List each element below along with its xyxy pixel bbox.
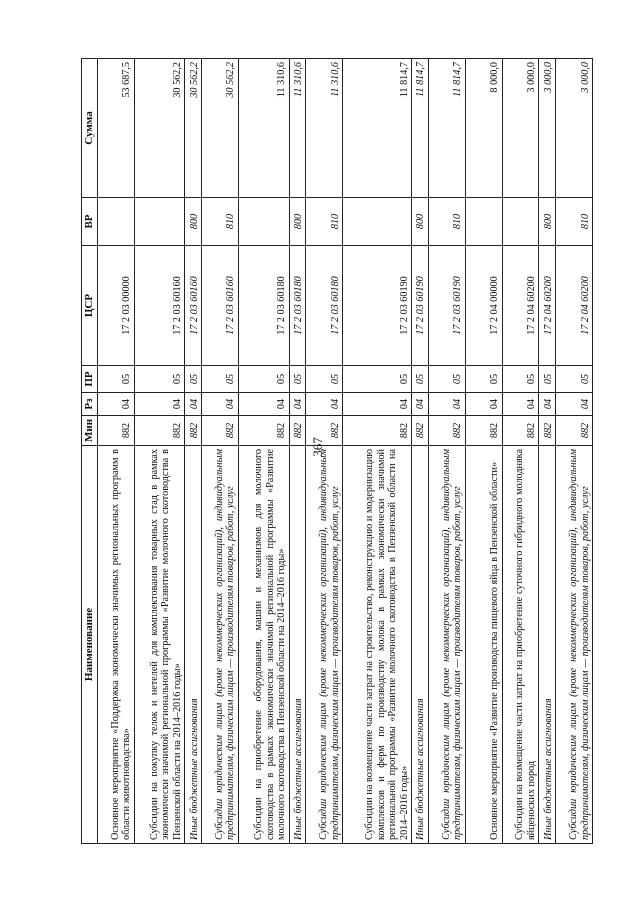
row-min: 882 bbox=[556, 416, 593, 446]
row-vr bbox=[502, 198, 539, 246]
row-csr: 17 2 03 60180 bbox=[238, 246, 289, 366]
row-pr: 05 bbox=[306, 366, 343, 393]
row-name: Субсидии юридическим лицам (кроме некоммерческих организаций), индивидуальным предпринимателям, физическим лицам — производителям товаров, работ, услуг bbox=[202, 446, 239, 844]
row-rz: 04 bbox=[185, 393, 202, 416]
row-csr: 17 2 04 60200 bbox=[502, 246, 539, 366]
row-pr: 05 bbox=[289, 366, 306, 393]
row-name: Иные бюджетные ассигнования bbox=[185, 446, 202, 844]
header-row bbox=[82, 59, 98, 844]
row-name: Основное мероприятие «Поддержка экономически значимых региональных программ в области животноводства» bbox=[98, 446, 135, 844]
row-rz: 04 bbox=[238, 393, 289, 416]
header-csr: ЦСР bbox=[82, 246, 98, 366]
row-name: Иные бюджетные ассигнования bbox=[412, 446, 429, 844]
row-vr: 810 bbox=[306, 198, 343, 246]
table-row bbox=[556, 59, 593, 844]
table-row bbox=[465, 59, 502, 844]
row-min: 882 bbox=[238, 416, 289, 446]
table-row bbox=[428, 59, 465, 844]
row-sum: 30 562,2 bbox=[202, 59, 239, 198]
row-csr: 17 2 04 60200 bbox=[556, 246, 593, 366]
row-name: Иные бюджетные ассигнования bbox=[539, 446, 556, 844]
row-name: Субсидии на покупку телок и нетелей для комплектования товарных стад в рамках экономически значимой региональной программы «Развитие молочного скотоводства в Пензенской области на 2014–2016 годы» bbox=[134, 446, 185, 844]
row-csr: 17 2 03 60180 bbox=[306, 246, 343, 366]
row-pr: 05 bbox=[185, 366, 202, 393]
row-rz: 04 bbox=[289, 393, 306, 416]
row-name: Иные бюджетные ассигнования bbox=[289, 446, 306, 844]
row-min: 882 bbox=[98, 416, 135, 446]
rotated-table-container bbox=[81, 59, 593, 844]
row-vr: 800 bbox=[289, 198, 306, 246]
row-min: 882 bbox=[428, 416, 465, 446]
row-rz: 04 bbox=[306, 393, 343, 416]
row-min: 882 bbox=[412, 416, 429, 446]
row-rz: 04 bbox=[98, 393, 135, 416]
row-csr: 17 2 04 00000 bbox=[465, 246, 502, 366]
row-sum: 53 687,5 bbox=[98, 59, 135, 198]
header-rz: Рз bbox=[82, 393, 98, 416]
row-min: 882 bbox=[134, 416, 185, 446]
page-number: 367 bbox=[310, 437, 325, 457]
row-csr: 17 2 03 60190 bbox=[412, 246, 429, 366]
row-sum: 8 000,0 bbox=[465, 59, 502, 198]
row-rz: 04 bbox=[134, 393, 185, 416]
table-row bbox=[502, 59, 539, 844]
row-vr: 810 bbox=[202, 198, 239, 246]
table-row bbox=[98, 59, 135, 844]
row-pr: 05 bbox=[98, 366, 135, 393]
row-rz: 04 bbox=[343, 393, 412, 416]
row-vr bbox=[98, 198, 135, 246]
row-pr: 05 bbox=[428, 366, 465, 393]
row-name: Субсидии юридическим лицам (кроме некоммерческих организаций), индивидуальным предпринимателям, физическим лицам — производителям товаров, работ, услуг bbox=[428, 446, 465, 844]
row-csr: 17 2 03 60180 bbox=[289, 246, 306, 366]
row-min: 882 bbox=[289, 416, 306, 446]
row-pr: 05 bbox=[134, 366, 185, 393]
row-vr: 810 bbox=[428, 198, 465, 246]
row-pr: 05 bbox=[502, 366, 539, 393]
row-vr: 810 bbox=[556, 198, 593, 246]
row-min: 882 bbox=[343, 416, 412, 446]
row-pr: 05 bbox=[539, 366, 556, 393]
row-pr: 05 bbox=[238, 366, 289, 393]
row-csr: 17 2 03 60190 bbox=[343, 246, 412, 366]
row-sum: 3 000,0 bbox=[502, 59, 539, 198]
row-pr: 05 bbox=[343, 366, 412, 393]
row-pr: 05 bbox=[465, 366, 502, 393]
row-csr: 17 2 03 60160 bbox=[202, 246, 239, 366]
row-sum: 11 814,7 bbox=[343, 59, 412, 198]
row-rz: 04 bbox=[539, 393, 556, 416]
row-csr: 17 2 04 60200 bbox=[539, 246, 556, 366]
row-min: 882 bbox=[539, 416, 556, 446]
row-rz: 04 bbox=[428, 393, 465, 416]
row-min: 882 bbox=[306, 416, 343, 446]
row-name: Субсидии юридическим лицам (кроме некоммерческих организаций), индивидуальным предпринимателям, физическим лицам — производителям товаров, работ, услуг bbox=[556, 446, 593, 844]
row-sum: 11 814,7 bbox=[428, 59, 465, 198]
row-vr bbox=[343, 198, 412, 246]
table-row bbox=[343, 59, 412, 844]
row-vr bbox=[134, 198, 185, 246]
header-sum: Сумма bbox=[82, 59, 98, 198]
row-name: Основное мероприятие «Развитие производства пищевого яйца в Пензенской области» bbox=[465, 446, 502, 844]
table-row bbox=[289, 59, 306, 844]
row-name: Субсидии на возмещение части затрат на приобретение суточного гибридного молодняка яйценоских пород bbox=[502, 446, 539, 844]
table-row bbox=[202, 59, 239, 844]
table-row bbox=[306, 59, 343, 844]
header-vr: ВР bbox=[82, 198, 98, 246]
row-rz: 04 bbox=[412, 393, 429, 416]
row-rz: 04 bbox=[202, 393, 239, 416]
row-rz: 04 bbox=[465, 393, 502, 416]
row-min: 882 bbox=[185, 416, 202, 446]
row-name: Субсидии на возмещение части затрат на строительство, реконструкцию и модернизацию комплексов и ферм по производству молока в рамках экономически значимой региональной программы «Развитие молочного скотоводства в Пензенской области на 2014–2016 годы» bbox=[343, 446, 412, 844]
row-csr: 17 2 03 60160 bbox=[185, 246, 202, 366]
row-vr bbox=[465, 198, 502, 246]
row-name: Субсидии юридическим лицам (кроме некоммерческих организаций), индивидуальным предпринимателям, физическим лицам — производителям товаров, работ, услуг bbox=[306, 446, 343, 844]
table-row bbox=[539, 59, 556, 844]
table-row bbox=[185, 59, 202, 844]
header-pr: ПР bbox=[82, 366, 98, 393]
table-row bbox=[412, 59, 429, 844]
table-row bbox=[134, 59, 185, 844]
row-sum: 3 000,0 bbox=[556, 59, 593, 198]
table-row bbox=[238, 59, 289, 844]
row-min: 882 bbox=[465, 416, 502, 446]
row-name: Субсидии на приобретение оборудования, машин и механизмов для молочного скотоводства в рамках экономически значимой региональной программы «Развитие молочного скотоводства в Пензенской области на 2014–2016 годы» bbox=[238, 446, 289, 844]
row-min: 882 bbox=[202, 416, 239, 446]
row-csr: 17 2 03 60190 bbox=[428, 246, 465, 366]
row-pr: 05 bbox=[412, 366, 429, 393]
row-csr: 17 2 03 60160 bbox=[134, 246, 185, 366]
row-sum: 11 310,6 bbox=[306, 59, 343, 198]
row-pr: 05 bbox=[202, 366, 239, 393]
row-sum: 30 562,2 bbox=[185, 59, 202, 198]
row-vr: 800 bbox=[539, 198, 556, 246]
row-sum: 11 310,6 bbox=[289, 59, 306, 198]
row-sum: 11 814,7 bbox=[412, 59, 429, 198]
row-pr: 05 bbox=[556, 366, 593, 393]
header-name: Наименование bbox=[82, 446, 98, 844]
row-min: 882 bbox=[502, 416, 539, 446]
header-min: Мин bbox=[82, 416, 98, 446]
row-vr: 800 bbox=[412, 198, 429, 246]
budget-table bbox=[81, 58, 593, 844]
row-vr: 800 bbox=[185, 198, 202, 246]
row-rz: 04 bbox=[502, 393, 539, 416]
row-sum: 3 000,0 bbox=[539, 59, 556, 198]
row-vr bbox=[238, 198, 289, 246]
row-rz: 04 bbox=[556, 393, 593, 416]
row-sum: 11 310,6 bbox=[238, 59, 289, 198]
row-csr: 17 2 03 00000 bbox=[98, 246, 135, 366]
row-sum: 30 562,2 bbox=[134, 59, 185, 198]
